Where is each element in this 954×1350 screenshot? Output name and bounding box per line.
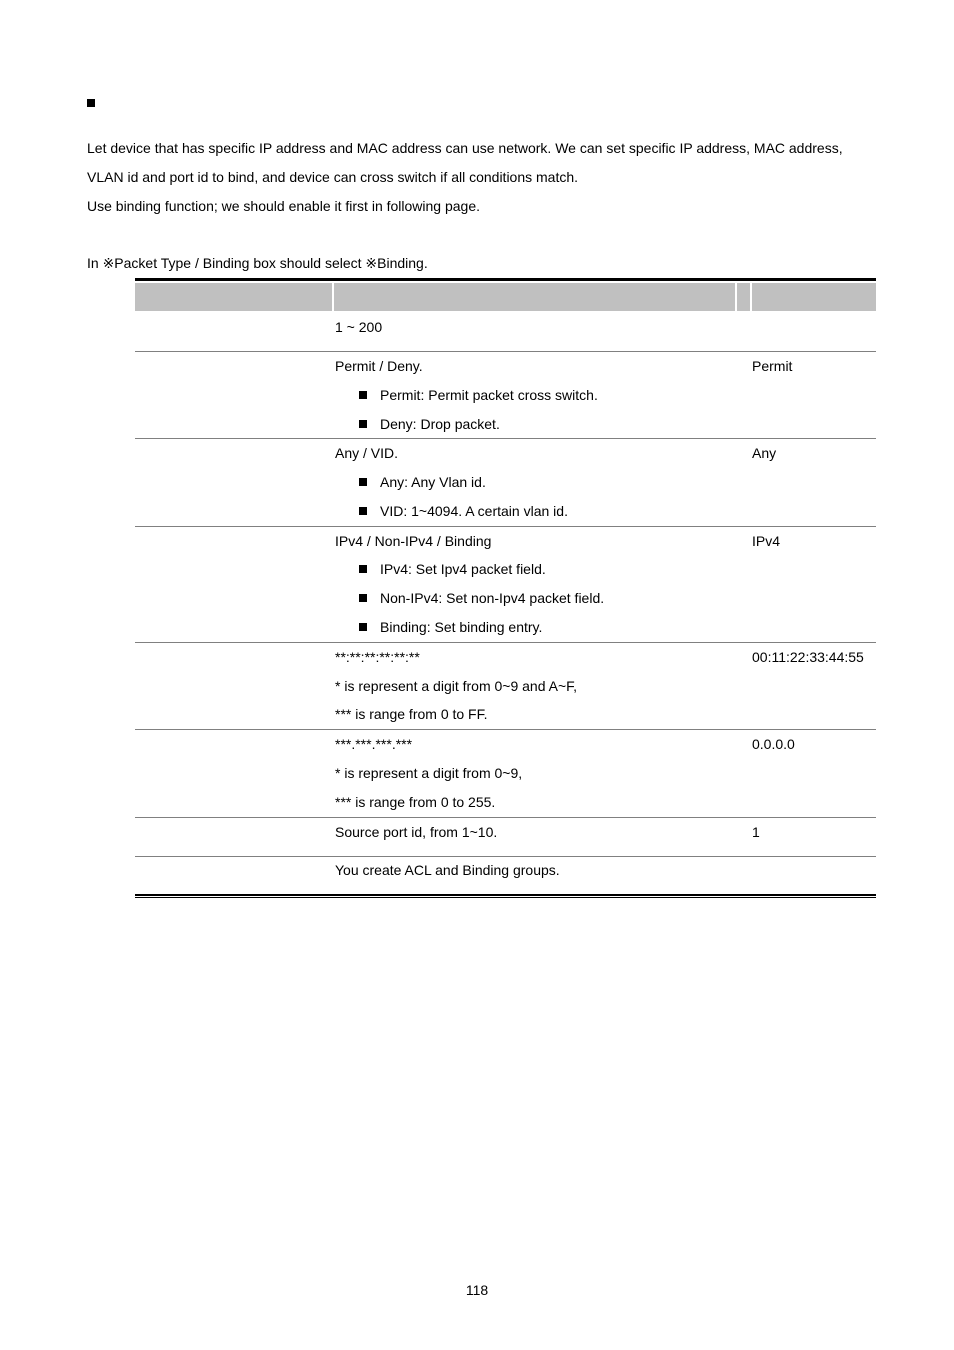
bullet-square-icon xyxy=(359,594,367,602)
page-number: 118 xyxy=(465,1282,489,1298)
row-default-value: Any xyxy=(752,445,777,461)
row-bullet-text: Deny: Drop packet. xyxy=(380,416,500,432)
row-description: IPv4 / Non-IPv4 / Binding xyxy=(335,533,492,549)
row-default-value: Permit xyxy=(752,358,793,374)
header-column-divider xyxy=(735,283,737,311)
row-divider xyxy=(135,856,876,857)
row-description: 1 ~ 200 xyxy=(335,319,383,335)
table-top-rule xyxy=(135,278,876,281)
intro-paragraph-line-1: Let device that has specific IP address and MAC address can use network. We can set specific IP address, MAC address, xyxy=(87,140,843,156)
row-divider xyxy=(135,817,876,818)
row-divider xyxy=(135,438,876,439)
intro-paragraph-line-3: Use binding function; we should enable it first in following page. xyxy=(87,198,481,214)
row-divider xyxy=(135,526,876,527)
bullet-square-icon xyxy=(359,420,367,428)
row-divider xyxy=(135,642,876,643)
row-description: * is represent a digit from 0~9 and A~F, xyxy=(335,678,578,694)
row-bullet-text: IPv4: Set Ipv4 packet field. xyxy=(380,561,546,577)
row-description: Permit / Deny. xyxy=(335,358,423,374)
row-bullet-text: Any: Any Vlan id. xyxy=(380,474,486,490)
row-description: **:**:**:**:**:** xyxy=(335,649,420,665)
bullet-square-icon xyxy=(359,623,367,631)
row-description: Source port id, from 1~10. xyxy=(335,824,498,840)
header-column-divider xyxy=(750,283,752,311)
row-description: * is represent a digit from 0~9, xyxy=(335,765,523,781)
table-header-row xyxy=(135,283,876,311)
row-bullet-text: Non-IPv4: Set non-Ipv4 packet field. xyxy=(380,590,605,606)
row-description: ***.***.***.*** xyxy=(335,736,413,752)
row-bullet-text: Binding: Set binding entry. xyxy=(380,619,543,635)
row-bullet-text: Permit: Permit packet cross switch. xyxy=(380,387,598,403)
intro-paragraph-line-2: VLAN id and port id to bind, and device can cross switch if all conditions match. xyxy=(87,169,579,185)
bullet-square-icon xyxy=(359,565,367,573)
row-description: Any / VID. xyxy=(335,445,399,461)
binding-instruction: In ※Packet Type / Binding box should select ※Binding. xyxy=(87,255,428,271)
row-bullet-text: VID: 1~4094. A certain vlan id. xyxy=(380,503,568,519)
table-bottom-rule xyxy=(135,897,876,898)
bullet-square-icon xyxy=(359,478,367,486)
row-divider xyxy=(135,729,876,730)
header-column-divider xyxy=(332,283,334,311)
bullet-square-icon xyxy=(359,507,367,515)
section-bullet-icon xyxy=(87,99,95,107)
row-default-value: IPv4 xyxy=(752,533,781,549)
row-description: You create ACL and Binding groups. xyxy=(335,862,560,878)
row-description: *** is range from 0 to FF. xyxy=(335,706,488,722)
row-divider xyxy=(135,351,876,352)
row-description: *** is range from 0 to 255. xyxy=(335,794,496,810)
row-default-value: 1 xyxy=(752,824,760,840)
row-default-value: 00:11:22:33:44:55 xyxy=(752,649,864,665)
parameter-table xyxy=(135,278,876,900)
bullet-square-icon xyxy=(359,391,367,399)
table-bottom-rule xyxy=(135,894,876,896)
row-default-value: 0.0.0.0 xyxy=(752,736,795,752)
